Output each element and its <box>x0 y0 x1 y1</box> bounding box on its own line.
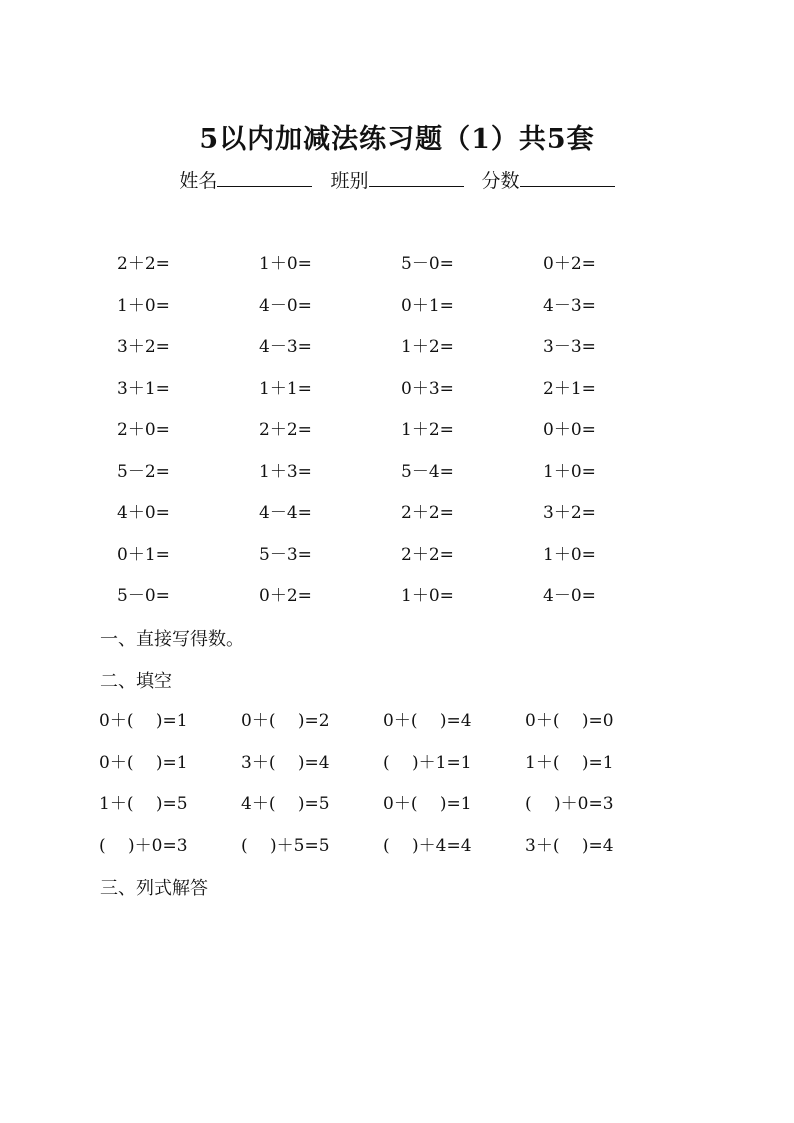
section-fill-blank-heading: 二、填空 <box>100 671 172 692</box>
calc-problem: 1＋0= <box>543 544 596 565</box>
calc-problem: 1＋0= <box>543 461 596 482</box>
score-blank[interactable] <box>520 168 615 187</box>
calc-problem: 2＋2= <box>401 544 454 565</box>
calc-problem: 1＋2= <box>401 337 454 357</box>
calc-problem: 1＋0= <box>259 254 312 274</box>
calc-problem: 4＋0= <box>117 503 170 523</box>
calc-problem: 5－3= <box>259 544 312 565</box>
calc-problem: 4－3= <box>259 337 312 357</box>
fill-blank-problem: ( )＋0=3 <box>99 835 188 856</box>
calc-problem: 5－0= <box>401 254 454 274</box>
calc-problem: 5－4= <box>401 461 454 482</box>
calc-problem: 2＋0= <box>117 420 170 440</box>
student-info-line <box>0 166 794 193</box>
fill-blank-problem: 1＋( )=1 <box>525 752 614 773</box>
calc-problem: 4－3= <box>543 295 596 316</box>
calc-problem: 0＋2= <box>259 586 312 606</box>
calc-problem: 0＋3= <box>401 378 454 399</box>
calc-problem: 1＋1= <box>259 378 312 399</box>
calc-problem: 4－0= <box>543 586 596 606</box>
calc-problem: 3－3= <box>543 337 596 357</box>
section-direct-calc-heading: 一、直接写得数。 <box>100 629 244 650</box>
fill-blank-problem: 4＋( )=5 <box>241 794 330 814</box>
direct-calc-grid <box>117 249 685 623</box>
calc-problem: 2＋2= <box>259 420 312 440</box>
calc-problem: 1＋0= <box>401 586 454 606</box>
fill-blank-problem: 0＋( )=4 <box>383 711 472 731</box>
calc-problem: 0＋2= <box>543 254 596 274</box>
fill-blank-problem: 0＋( )=0 <box>525 711 614 731</box>
fill-blank-problem: 0＋( )=1 <box>383 794 472 814</box>
fill-blank-problem: 1＋( )=5 <box>99 794 188 814</box>
class-label: 班别 <box>330 170 369 192</box>
calc-problem: 2＋2= <box>117 254 170 274</box>
fill-blank-problem: 3＋( )=4 <box>525 835 614 856</box>
fill-blank-problem: 0＋( )=2 <box>241 711 330 731</box>
calc-problem: 0＋0= <box>543 420 596 440</box>
class-blank[interactable] <box>369 168 464 187</box>
section-word-problem-heading: 三、列式解答 <box>100 878 208 899</box>
calc-problem: 0＋1= <box>117 544 170 565</box>
name-blank[interactable] <box>217 168 312 187</box>
calc-problem: 5－2= <box>117 461 170 482</box>
fill-blank-grid <box>99 706 667 872</box>
score-label: 分数 <box>481 170 520 192</box>
fill-blank-problem: 3＋( )=4 <box>241 752 330 773</box>
worksheet-title: 5以内加减法练习题（1）共5套 <box>199 124 595 155</box>
name-label: 姓名 <box>179 170 218 192</box>
fill-blank-problem: 0＋( )=1 <box>99 711 188 731</box>
calc-problem: 1＋3= <box>259 461 312 482</box>
calc-problem: 2＋2= <box>401 503 454 523</box>
fill-blank-problem: ( )＋1=1 <box>383 752 472 773</box>
fill-blank-problem: ( )＋4=4 <box>383 835 472 856</box>
calc-problem: 1＋2= <box>401 420 454 440</box>
calc-problem: 5－0= <box>117 586 170 606</box>
calc-problem: 2＋1= <box>543 378 596 399</box>
calc-problem: 4－4= <box>259 503 312 523</box>
fill-blank-problem: ( )＋5=5 <box>241 835 330 856</box>
calc-problem: 1＋0= <box>117 295 170 316</box>
calc-problem: 3＋2= <box>543 503 596 523</box>
calc-problem: 0＋1= <box>401 295 454 316</box>
calc-problem: 4－0= <box>259 295 312 316</box>
fill-blank-problem: 0＋( )=1 <box>99 752 188 773</box>
calc-problem: 3＋2= <box>117 337 170 357</box>
fill-blank-problem: ( )＋0=3 <box>525 794 614 814</box>
calc-problem: 3＋1= <box>117 378 170 399</box>
